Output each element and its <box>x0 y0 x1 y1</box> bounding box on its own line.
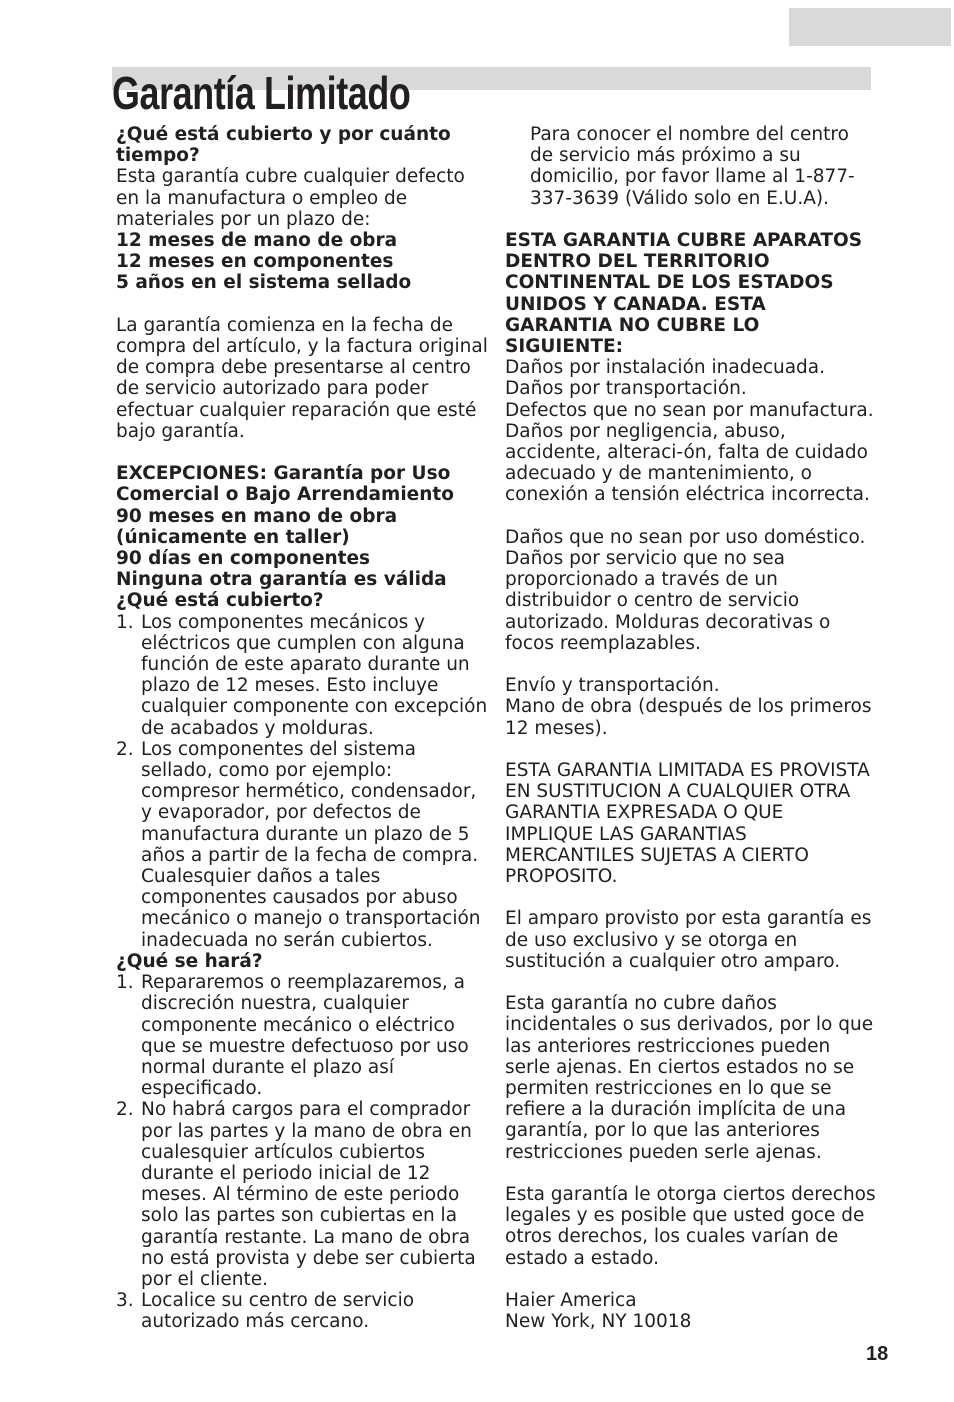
right-column <box>505 124 877 1332</box>
coverage-territory-heading: ESTA GARANTIA CUBRE APARATOS DENTRO DEL TERRITORIO CONTINENTAL DE LOS ESTADOS UNIDOS Y CANADA. ESTA GARANTIA NO CUBRE LO SIGUIENTE: <box>505 230 863 358</box>
limited-warranty-caps: ESTA GARANTIA LIMITADA ES PROVISTA EN SUSTITUCION A CUALQUIER OTRA GARANTIA EXPRESADA O QUE IMPLIQUE LAS GARANTIAS MERCANTILES SUJETAS A CIERTO PROPOSITO. <box>505 760 870 888</box>
service-center-text: Para conocer el nombre del centro de servicio más próximo a su domicilio, por favor llame al 1-877-337-3639 (Válido solo en E.U.A). <box>530 124 855 209</box>
exclusion-item: Daños por instalación inadecuada. <box>505 357 826 379</box>
question-what-done: ¿Qué se hará? <box>116 950 263 972</box>
list-item: 2. Los componentes del sistema sellado, como por ejemplo: compresor hermético, condensador, y evaporador, por defectos de manufactura durante un plazo de 5 años a partir de la fecha de compra. Cualesquier daños a tales componentes causados por abuso mecánico o manejo o transportación inadecuada no serán cubiertos. <box>116 738 481 951</box>
done-list <box>116 972 488 1332</box>
incidental-damages-text: Esta garantía no cubre daños incidentales o sus derivados, por lo que las anteriores restricciones pueden serle ajenas. En ciertos estados no se permiten restricciones en lo que se refiere a la duración implícita de una garantía, por lo que las anteriores restricciones pueden serle ajenas. <box>505 993 874 1163</box>
legal-rights-text: Esta garantía le otorga ciertos derechos legales y es posible que usted goce de otros derechos, los cuales varían de estado a estado. <box>505 1184 876 1269</box>
term-labor: 12 meses de mano de obra <box>116 230 398 252</box>
warranty-start-text: La garantía comienza en la fecha de compra del artículo, y la factura original de compra debe presentarse al centro de servicio autorizado para poder efectuar cualquier reparación que esté bajo garantía. <box>116 314 488 442</box>
exclusion-item: Daños por servicio que no sea proporcionado a través de un distribuidor o centro de servicio autorizado. Molduras decorativas o focos reemplazables. <box>505 548 831 654</box>
covered-list <box>116 612 488 951</box>
exceptions-heading: EXCEPCIONES: Garantía por Uso Comercial o Bajo Arrendamiento <box>116 463 454 506</box>
page-number: 18 <box>866 1343 889 1365</box>
amparo-text: El amparo provisto por esta garantía es de uso exclusivo y se otorga en sustitución a cualquier otro amparo. <box>505 908 872 972</box>
list-item: 2. No habrá cargos para el comprador por las partes y la mano de obra en cualesquier artículos cubiertos durante el periodo inicial de 12 meses. Al término de este periodo solo las partes son cubiertas en la garantía restante. La mano de obra no está provista y debe ser cubierta por el cliente. <box>116 1099 476 1290</box>
question-covered-how-long: ¿Qué está cubierto y por cuánto tiempo? <box>116 124 451 167</box>
exceptions-no-other: Ninguna otra garantía es válida <box>116 569 447 591</box>
left-column <box>116 124 488 1333</box>
exceptions-components: 90 días en componentes <box>116 548 371 570</box>
company-name: Haier America <box>505 1290 637 1312</box>
exclusion-item: Daños que no sean por uso doméstico. <box>505 526 866 548</box>
exclusion-item: Mano de obra (después de los primeros 12 meses). <box>505 696 872 739</box>
exclusion-item: Envío y transportación. <box>505 675 720 697</box>
page-title: Garantía Limitado <box>112 67 411 119</box>
term-components: 12 meses en componentes <box>116 251 394 273</box>
coverage-intro: Esta garantía cubre cualquier defecto en la manufactura o empleo de materiales por un plazo de: <box>116 166 465 230</box>
exclusion-item: Daños por negligencia, abuso, accidente, alteraci-ón, falta de cuidado adecuado y de mantenimiento, o conexión a tensión eléctrica incorrecta. <box>505 420 870 506</box>
list-item: 1. Los componentes mecánicos y eléctricos que cumplen con alguna función de este aparato durante un plazo de 12 meses. Esto incluye cualquier componente con excepción de acabados y molduras. <box>116 611 488 739</box>
exclusion-item: Defectos que no sean por manufactura. <box>505 399 874 421</box>
list-item: 3. Localice su centro de servicio autorizado más cercano. <box>116 1290 415 1333</box>
exceptions-labor: 90 meses en mano de obra (únicamente en taller) <box>116 505 398 548</box>
list-item: 1. Repararemos o reemplazaremos, a discreción nuestra, cualquier componente mecánico o eléctrico que se muestre defectuoso por uso normal durante el plazo así especificado. <box>116 972 469 1100</box>
question-what-covered: ¿Qué está cubierto? <box>116 590 324 612</box>
company-address: New York, NY 10018 <box>505 1311 692 1333</box>
term-sealed-system: 5 años en el sistema sellado <box>116 272 412 294</box>
exclusion-item: Daños por transportación. <box>505 378 747 400</box>
corner-tab <box>789 8 951 46</box>
